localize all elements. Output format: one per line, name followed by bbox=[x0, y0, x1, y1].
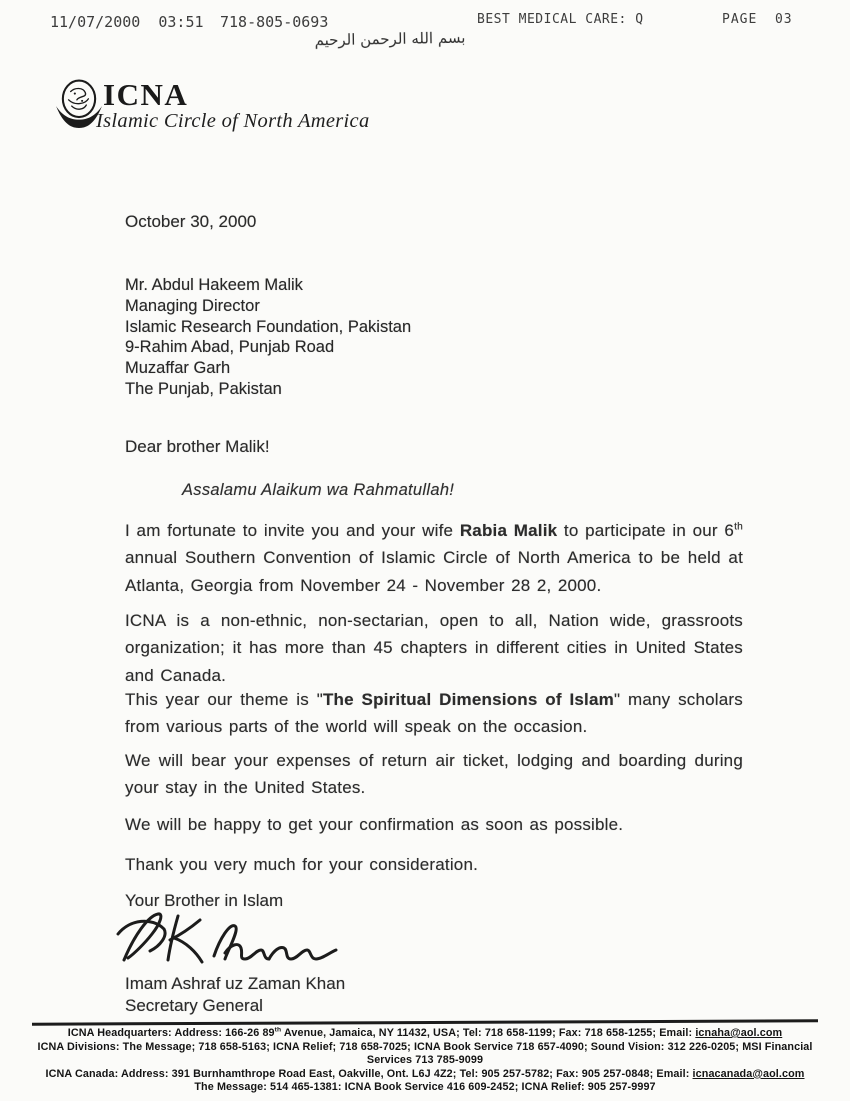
address-line: Mr. Abdul Hakeem Malik bbox=[125, 276, 303, 294]
islamic-greeting: Assalamu Alaikum wa Rahmatullah! bbox=[182, 481, 455, 499]
salutation: Dear brother Malik! bbox=[125, 437, 270, 456]
paragraph-theme: This year our theme is "The Spiritual Dimensions of Islam" many scholars from various parts of the world will speak on the occasion. bbox=[125, 690, 743, 737]
fax-sender-name: BEST MEDICAL CARE: Q bbox=[477, 12, 644, 27]
footer-line-canada-services: The Message: 514 465-1381: ICNA Book Service 416 609-2452; ICNA Relief: 905 257-9997 bbox=[194, 1081, 656, 1094]
fax-datetime: 11/07/2000 03:51 bbox=[50, 13, 204, 31]
paragraph-expenses: We will bear your expenses of return air ticket, lodging and boarding during your stay in the United States. bbox=[125, 751, 743, 798]
org-name: Islamic Circle of North America bbox=[96, 110, 370, 132]
letter-date: October 30, 2000 bbox=[125, 212, 257, 231]
paragraph-confirmation: We will be happy to get your confirmation as soon as possible. bbox=[125, 815, 624, 834]
paragraph-about-icna: ICNA is a non-ethnic, non-sectarian, open to all, Nation wide, grassroots organization; it has more than 45 chapters in different cities in United States and Canada. bbox=[125, 611, 743, 685]
footer-divider bbox=[32, 1019, 818, 1025]
address-line: Islamic Research Foundation, Pakistan bbox=[125, 317, 412, 336]
signature-block bbox=[125, 973, 345, 1016]
org-acronym: ICNA bbox=[103, 77, 189, 112]
address-line: Managing Director bbox=[125, 296, 260, 315]
fax-page-number: PAGE 03 bbox=[722, 12, 793, 27]
handwritten-signature-icon bbox=[112, 906, 362, 975]
signer-name: Imam Ashraf uz Zaman Khan bbox=[125, 974, 346, 993]
footer-contact-info bbox=[30, 1027, 820, 1095]
recipient-address bbox=[125, 275, 411, 400]
bismillah-calligraphy: بسم الله الرحمن الرحيم bbox=[314, 28, 466, 50]
footer-line-divisions: ICNA Divisions: The Message; 718 658-5163; ICNA Relief; 718 658-7025; ICNA Book Service 718 657-4090; Sound Vision: 312 226-0205; MSI Financial Services 713 785-9099 bbox=[37, 1040, 813, 1067]
address-line: The Punjab, Pakistan bbox=[125, 379, 282, 398]
footer-line-canada: ICNA Canada: Address: 391 Burnhamthrope Road East, Oakville, Ont. L6J 4Z2; Tel: 905 257-5782; Fax: 905 257-0848; Email: icnacanada@aol.com bbox=[45, 1067, 805, 1080]
footer-line-headquarters: ICNA Headquarters: Address: 166-26 89th Avenue, Jamaica, NY 11432, USA; Tel: 718 658-1199; Fax: 718 658-1255; Email: icnaha@aol.com bbox=[67, 1026, 783, 1039]
address-line: 9-Rahim Abad, Punjab Road bbox=[125, 338, 335, 357]
paragraph-thanks: Thank you very much for your consideration. bbox=[125, 855, 479, 874]
fax-sender-number: 718-805-0693 bbox=[220, 13, 329, 31]
paragraph-invitation: I am fortunate to invite you and your wife Rabia Malik to participate in our 6th annual Southern Convention of Islamic Circle of North America to be held at Atlanta, Georgia from November 24 - November 28 2, 2000. bbox=[125, 521, 743, 595]
signer-title: Secretary General bbox=[125, 995, 263, 1015]
address-line: Muzaffar Garh bbox=[125, 359, 231, 378]
closing-line: Your Brother in Islam bbox=[125, 891, 284, 910]
